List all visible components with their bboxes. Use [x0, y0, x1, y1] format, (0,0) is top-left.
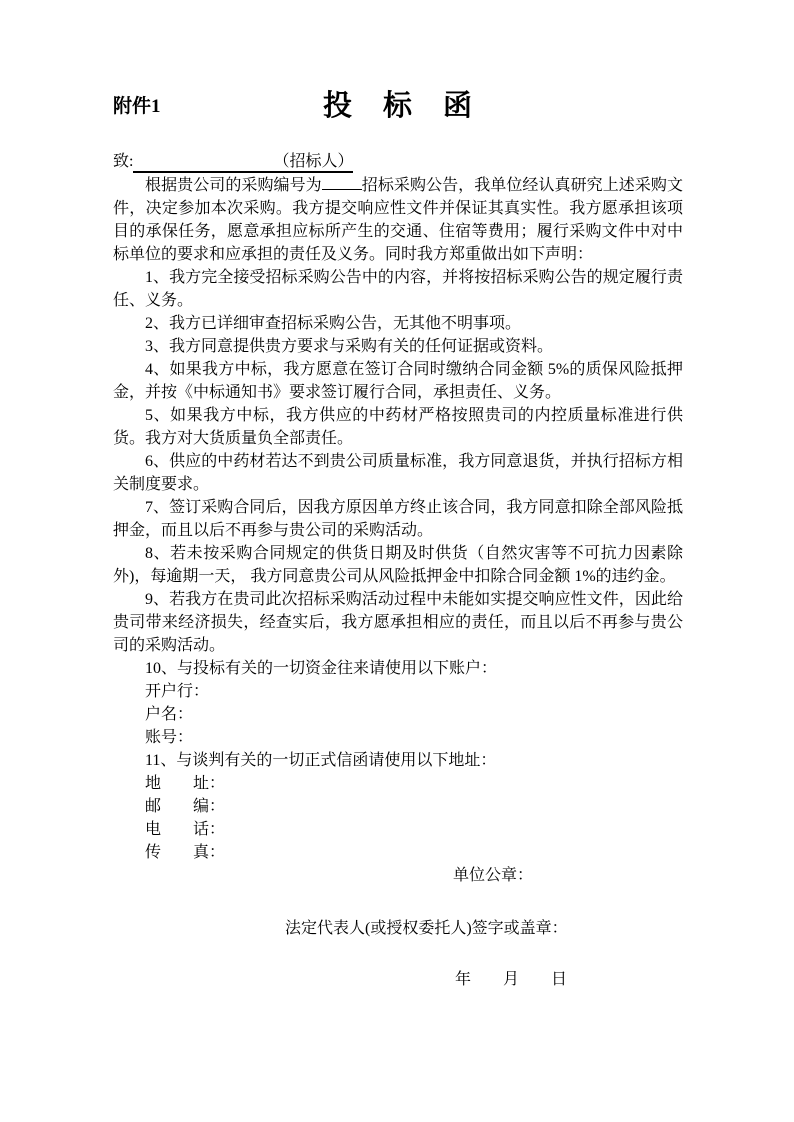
bank-field-label-account-number: 账号：	[145, 729, 194, 746]
page-title: 投 标 函	[322, 90, 473, 122]
declaration-item-6: 6、供应的中药材若达不到贵公司质量标准，我方同意退货，并执行招标方相关制度要求。	[113, 453, 683, 493]
declaration-item-3: 3、我方同意提供贵方要求与采购有关的任何证据或资料。	[145, 338, 554, 355]
declaration-item-9: 9、若我方在贵司此次招标采购活动过程中未能如实提交响应性文件，因此给贵司带来经济损失，经查实后，我方愿承担相应的责任，而且以后不再参与贵公司的采购活动。	[113, 591, 683, 654]
legal-representative-signature-label: 法定代表人(或授权委托人)签字或盖章：	[285, 920, 568, 937]
date-line: 年 月 日	[455, 971, 568, 988]
bank-field-label-account-name: 户名：	[145, 706, 194, 723]
procurement-number-blank	[322, 175, 362, 190]
intro-text-before-blank: 根据贵公司的采购编号为	[145, 177, 322, 194]
recipient-suffix: （招标人）	[273, 153, 354, 170]
intro-paragraph	[113, 174, 683, 266]
contact-section-heading: 11、与谈判有关的一切正式信函请使用以下地址：	[145, 752, 497, 769]
attachment-label: 附件1	[113, 96, 161, 117]
contact-field-label-address: 地 址：	[145, 775, 226, 792]
declaration-item-8: 8、若未按采购合同规定的供货日期及时供货（自然灾害等不可抗力因素除外)，每逾期一天， 我方同意贵公司从风险抵押金中扣除合同金额 1%的违约金。	[113, 545, 683, 585]
declaration-item-1: 1、我方完全接受招标采购公告中的内容，并将按招标采购公告的规定履行责任、义务。	[113, 269, 683, 309]
declaration-item-4: 4、如果我方中标，我方愿意在签订合同时缴纳合同金额 5%的质保风险抵押金，并按《中标通知书》要求签订履行合同，承担责任、义务。	[113, 361, 683, 401]
document-header	[113, 88, 683, 124]
contact-field-label-postcode: 邮 编：	[145, 798, 226, 815]
salutation-line	[113, 150, 683, 174]
declaration-item-5: 5、如果我方中标，我方供应的中药材严格按照贵司的内控质量标准进行供货。我方对大货质量负全部责任。	[113, 407, 683, 447]
salutation-label: 致:	[113, 153, 134, 170]
declaration-item-7: 7、签订采购合同后，因我方原因单方终止该合同，我方同意扣除全部风险抵押金，而且以后不再参与贵公司的采购活动。	[113, 499, 683, 539]
company-seal-label: 单位公章：	[453, 867, 534, 884]
recipient-underline-group	[133, 153, 353, 173]
intro-text-after-blank: 招标采购公告，我单位经认真研究上述采购文件，决定参加本次采购。我方提交响应性文件并保证其真实性。我方愿承担该项目的承保任务，愿意承担应标所产生的交通、住宿等费用；履行采购文件中对中标单位的要求和应承担的责任及义务。同时我方郑重做出如下声明：	[113, 177, 683, 263]
contact-field-label-phone: 电 话：	[145, 821, 226, 838]
bank-section-heading: 10、与投标有关的一切资金往来请使用以下账户：	[145, 660, 498, 677]
contact-field-label-fax: 传 真：	[145, 844, 226, 861]
declaration-item-2: 2、我方已详细审查招标采购公告，无其他不明事项。	[145, 315, 522, 332]
bank-field-label-opening-bank: 开户行：	[145, 683, 210, 700]
